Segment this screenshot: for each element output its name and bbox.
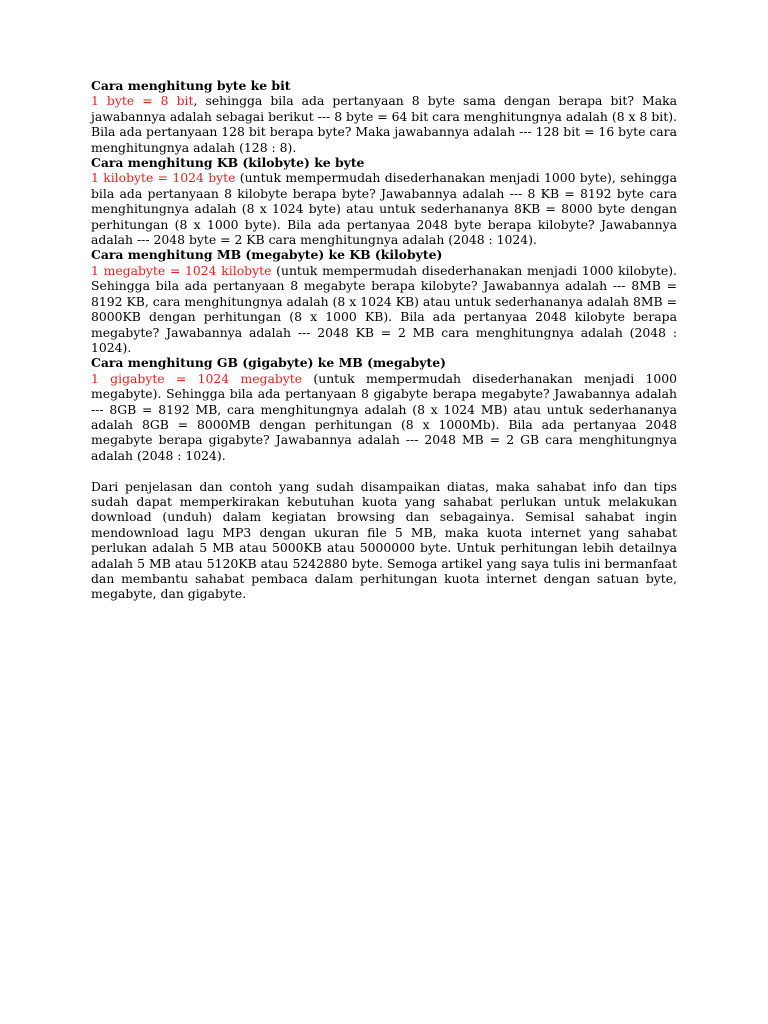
highlight-mb-kb: 1 megabyte = 1024 kilobyte	[91, 262, 272, 278]
section-heading-kb-byte: Cara menghitung KB (kilobyte) ke byte	[91, 155, 365, 171]
section-body-gb-mb	[91, 371, 677, 463]
section-heading-mb-kb: Cara menghitung MB (megabyte) ke KB (kilobyte)	[91, 247, 443, 263]
paragraph-spacer	[91, 463, 677, 478]
section-body-mb-kb	[91, 263, 677, 355]
section-heading-gb-mb: Cara menghitung GB (gigabyte) ke MB (megabyte)	[91, 355, 446, 371]
section-body-byte-bit	[91, 93, 677, 155]
section-text-gb-mb: (untuk mempermudah disederhanakan menjadi 1000 megabyte). Sehingga bila ada pertanyaan 8 gigabyte berapa megabyte? Jawabannya adalah --- 8GB = 8192 MB, cara menghitungnya adalah (8 x 1024 MB) atau untuk sederhananya adalah 8GB = 8000MB dengan perhitungan (8 x 1000Mb). Bila ada pertanyaa 2048 megabyte berapa gigabyte? Jawabannya adalah --- 2048 MB = 2 GB cara menghitungnya adalah (2048 : 1024).	[91, 370, 677, 463]
section-text-mb-kb: (untuk mempermudah disederhanakan menjadi 1000 kilobyte). Sehingga bila ada pertanyaan 8 megabyte berapa kilobyte? Jawabannya adalah --- 8MB = 8192 KB, cara menghitungnya adalah (8 x 1024 KB) atau untuk sederhananya adalah 8MB = 8000KB dengan perhitungan (8 x 1000 KB). Bila ada pertanyaa 2048 kilobyte berapa megabyte? Jawabannya adalah --- 2048 KB = 2 MB cara menghitungnya adalah (2048 : 1024).	[91, 262, 677, 355]
highlight-kb-byte: 1 kilobyte = 1024 byte	[91, 170, 236, 186]
highlight-byte-bit: 1 byte = 8 bit	[91, 93, 194, 109]
document-page	[91, 78, 677, 602]
closing-paragraph: Dari penjelasan dan contoh yang sudah disampaikan diatas, maka sahabat info dan tips sudah dapat memperkirakan kebutuhan kuota yang sahabat perlukan untuk melakukan download (unduh) dalam kegiatan browsing dan sebagainya. Semisal sahabat ingin mendownload lagu MP3 dengan ukuran file 5 MB, maka kuota internet yang sahabat perlukan adalah 5 MB atau 5000KB atau 5000000 byte. Untuk perhitungan lebih detailnya adalah 5 MB atau 5120KB atau 5242880 byte. Semoga artikel yang saya tulis ini bermanfaat dan membantu sahabat pembaca dalam perhitungan kuota internet dengan satuan byte, megabyte, dan gigabyte.	[91, 478, 677, 602]
section-text-byte-bit: , sehingga bila ada pertanyaan 8 byte sama dengan berapa bit? Maka jawabannya adalah sebagai berikut --- 8 byte = 64 bit cara menghitungnya adalah (8 x 8 bit). Bila ada pertanyaan 128 bit berapa byte? Maka jawabannya adalah --- 128 bit = 16 byte cara menghitungnya adalah (128 : 8).	[91, 93, 677, 155]
section-heading-byte-bit: Cara menghitung byte ke bit	[91, 78, 291, 93]
section-body-kb-byte	[91, 170, 677, 247]
section-text-kb-byte: (untuk mempermudah disederhanakan menjadi 1000 byte), sehingga bila ada pertanyaan 8 kilobyte berapa byte? Jawabannya adalah --- 8 KB = 8192 byte cara menghitungnya adalah (8 x 1024 byte) atau untuk sederhananya 8KB = 8000 byte dengan perhitungan (8 x 1000 byte). Bila ada pertanyaa 2048 byte berapa kilobyte? Jawabannya adalah --- 2048 byte = 2 KB cara menghitungnya adalah (2048 : 1024).	[91, 170, 677, 248]
highlight-gb-mb: 1 gigabyte = 1024 megabyte	[91, 370, 303, 386]
